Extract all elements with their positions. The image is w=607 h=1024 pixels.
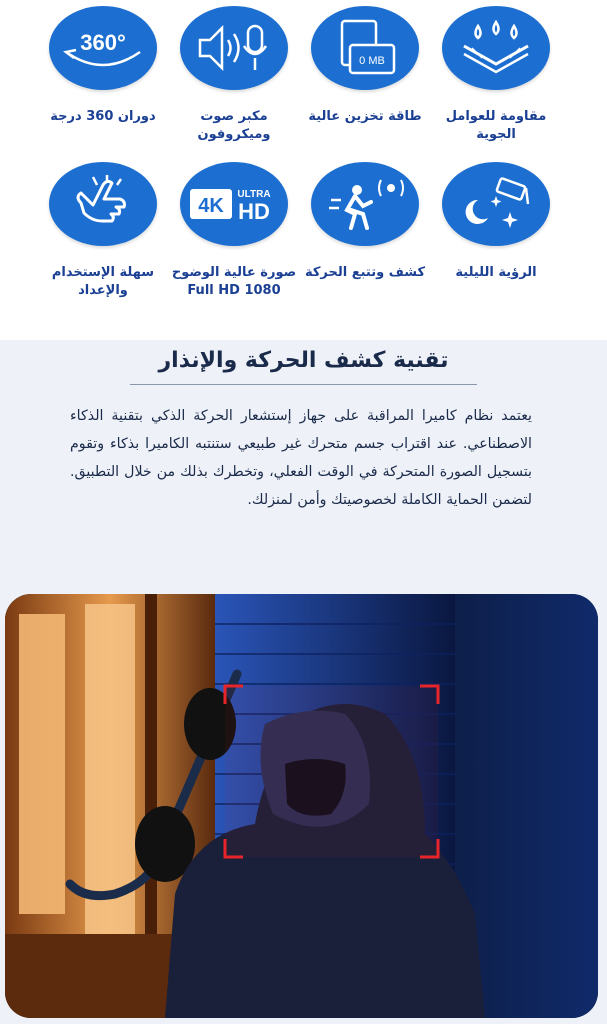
motion-detection-section bbox=[0, 340, 607, 1024]
section-body: يعتمد نظام كاميرا المراقبة على جهاز إستشعار الحركة الذكي بتقنية الذكاء الاصطناعي. عند اقتراب جسم متحرك غير طبيعي ستنتبه الكاميرا بذكاء وتقوم بتسجيل الصورة المتحركة في الوقت الفعلي، وتخطرك بذلك من خلال التطبيق. لتضمن الحماية الكاملة لخصوصيتك وأمن لمنزلك. bbox=[70, 408, 532, 508]
feature-night-vision bbox=[421, 162, 571, 282]
feature-label: سهلة الإستخدام والإعداد bbox=[51, 265, 155, 298]
feature-label: صورة عالية الوضوح 1080 Full HD bbox=[171, 265, 297, 298]
feature-label: طاقة تخزين عالية bbox=[308, 109, 422, 124]
night-vision-icon bbox=[442, 162, 550, 246]
feature-easy-setup bbox=[28, 162, 178, 300]
storage-card-icon bbox=[311, 6, 419, 90]
hd-text: HD bbox=[238, 199, 270, 224]
feature-full-hd bbox=[159, 162, 309, 300]
rotation-badge: 360° bbox=[80, 30, 126, 55]
intruder-photo bbox=[5, 594, 598, 1018]
4k-ultra-hd-icon bbox=[180, 162, 288, 246]
water-resistance-icon bbox=[442, 6, 550, 90]
feature-storage bbox=[290, 6, 440, 126]
feature-label: كشف وتتبع الحركة bbox=[304, 265, 425, 280]
feature-label: دوران 360 درجة bbox=[50, 109, 156, 124]
section-title: تقنية كشف الحركة والإنذار bbox=[158, 348, 449, 373]
ultra-text: ULTRA bbox=[237, 189, 271, 200]
speaker-microphone-icon bbox=[180, 6, 288, 90]
storage-badge: 0 MB bbox=[359, 55, 385, 67]
feature-label: الرؤية الليلية bbox=[455, 265, 537, 280]
title-divider bbox=[130, 384, 477, 385]
feature-label: مكبر صوت وميكروفون bbox=[197, 109, 271, 142]
rotation-360-icon bbox=[49, 6, 157, 90]
feature-label: مقاومة للعوامل الجوية bbox=[445, 109, 547, 142]
features-grid bbox=[0, 0, 607, 340]
feature-weather-resistance bbox=[421, 6, 571, 144]
feature-360-rotation bbox=[28, 6, 178, 126]
feature-motion-tracking bbox=[290, 162, 440, 282]
easy-setup-hand-icon bbox=[49, 162, 157, 246]
feature-speaker-mic bbox=[159, 6, 309, 144]
motion-tracking-icon bbox=[311, 162, 419, 246]
4k-text: 4K bbox=[198, 195, 224, 217]
